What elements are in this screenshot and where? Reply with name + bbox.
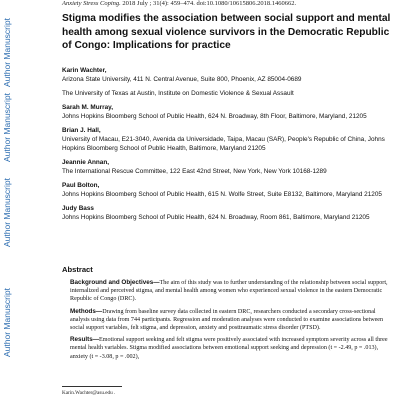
- author-list: [62, 66, 392, 222]
- author-name: Brian J. Hall,: [62, 127, 101, 134]
- footnote-divider: [62, 386, 122, 387]
- paper-title: Stigma modifies the association between social support and mental health among sexual violence survivors in the Democratic Republic of Congo: Implications for practice: [62, 13, 391, 51]
- journal-name: Anxiety Stress Coping.: [62, 0, 121, 7]
- author-name: Judy Bass: [62, 205, 94, 212]
- sidebar-label: Author Manuscript: [2, 18, 12, 87]
- author-affiliation: Johns Hopkins Bloomberg School of Public Health, 624 N. Broadway, Room 861, Baltimore, Maryland 21205: [62, 214, 370, 221]
- section-text: Drawing from baseline survey data collected in eastern DRC, researchers conducted a secondary cross-sectional analysis using data from 744 participants. Regression and moderation analyses were conducted to examine associations between social support variables, felt stigma, and depression, anxiety and posttraumatic stress disorder (PTSD).: [70, 308, 384, 332]
- abstract-heading: Abstract: [62, 265, 93, 274]
- section-label: Methods—: [70, 307, 103, 315]
- author-affiliation: Johns Hopkins Bloomberg School of Public Health, 615 N. Wolfe Street, Suite E8132, Baltimore, Maryland 21205: [62, 191, 382, 198]
- author-name: Karin Wachter,: [62, 67, 107, 74]
- author-affiliation: Arizona State University, 411 N. Central Avenue, Suite 800, Phoenix, AZ 85004-0689: [62, 76, 302, 83]
- section-text: Emotional support seeking and felt stigma were positively associated with increased symptom severity across all three mental health variables. Stigma modified associations between emotional support seeking and depression (t = -2.49, p = .013), anxiety (t = -3.08, p = .002),: [70, 337, 388, 360]
- section-label: Results—: [70, 336, 100, 344]
- author-affiliation: University of Macau, E21-3040, Avenida da Universidade, Taipa, Macau (SAR), People's Republic of China, Johns Hopkins Bloomberg School of Public Health, Baltimore, Maryland 21205: [62, 136, 385, 152]
- sidebar-label: Author Manuscript: [2, 288, 12, 357]
- section-text: The aim of this study was to further understanding of the relationship between social support, internalized and perceived stigma, and mental health among women who experienced sexual violence in the eastern Democratic Republic of Congo (DRC).: [70, 280, 388, 303]
- sidebar-label: Author Manuscript: [2, 93, 12, 162]
- author-name: Sarah M. Murray,: [62, 104, 114, 111]
- author-name: Jeannie Annan,: [62, 159, 109, 166]
- author-affiliation: The International Rescue Committee, 122 East 42nd Street, New York, New York 10168-1289: [62, 168, 327, 175]
- journal-citation: [62, 0, 392, 7]
- corresponding-email[interactable]: Karin.Wachter@asu.edu .: [62, 390, 116, 396]
- author-affiliation: Johns Hopkins Bloomberg School of Public Health, 624 N. Broadway, 8th Floor, Baltimore, Maryland, 21205: [62, 113, 367, 120]
- author-manuscript-sidebar: [0, 0, 16, 400]
- abstract-section-results: [70, 336, 392, 361]
- section-label: Background and Objectives—: [70, 279, 160, 286]
- author-name: Paul Bolton,: [62, 182, 100, 189]
- abstract-section-background: [70, 279, 392, 304]
- abstract-section-methods: [70, 308, 392, 333]
- citation-details: 2018 July ; 31(4): 459–474. doi:10.1080/10615806.2018.1460662.: [122, 0, 297, 7]
- abstract-body: [70, 279, 392, 365]
- sidebar-label: Author Manuscript: [2, 178, 12, 247]
- author-affiliation: The University of Texas at Austin, Institute on Domestic Violence & Sexual Assault: [62, 90, 294, 97]
